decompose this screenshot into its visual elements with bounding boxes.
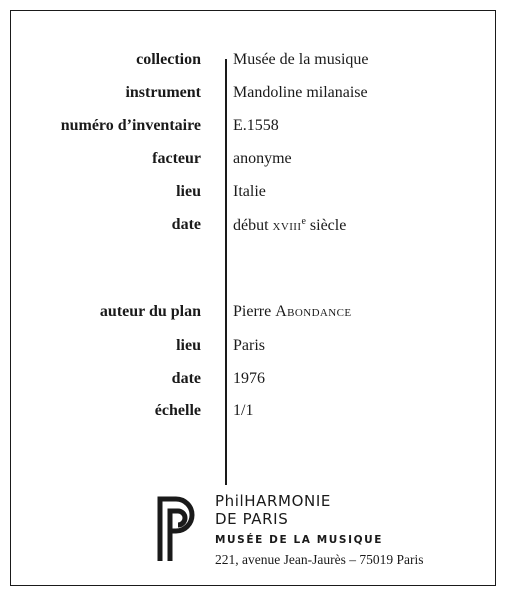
value-date: [233, 216, 346, 235]
label-instrument: instrument: [125, 84, 201, 101]
row-plan-date: [11, 370, 497, 392]
value-inventory-number: E.1558: [233, 117, 279, 134]
value-place: Italie: [233, 183, 266, 200]
label-inventory-number: numéro d’inventaire: [60, 117, 201, 134]
plan-author-first: Pierre: [233, 303, 276, 320]
value-collection: Musée de la musique: [233, 51, 369, 68]
value-instrument: Mandoline milanaise: [233, 84, 368, 101]
label-plan-author: auteur du plan: [99, 303, 201, 320]
value-plan-date: 1976: [233, 370, 265, 387]
brand-name-line-2: DE PARIS: [215, 510, 289, 528]
row-plan-place: [11, 337, 497, 359]
row-plan-scale: [11, 402, 497, 424]
plan-author-last: Abondance: [275, 303, 352, 320]
row-instrument: [11, 84, 497, 106]
label-date: date: [171, 216, 201, 233]
label-place: lieu: [176, 183, 201, 200]
address: 221, avenue Jean-Jaurès – 75019 Paris: [215, 552, 424, 567]
date-century: xviii: [272, 217, 302, 234]
brand-name-line-1: PhilHARMONIE: [215, 492, 331, 510]
date-century-suffix: e: [301, 216, 306, 227]
row-inventory-number: [11, 117, 497, 139]
label-plan-date: date: [171, 370, 201, 387]
value-plan-author: [233, 303, 351, 321]
philharmonie-logo-icon: [154, 493, 204, 563]
label-plan-place: lieu: [176, 337, 201, 354]
value-plan-scale: 1/1: [233, 402, 254, 419]
label-collection: collection: [136, 51, 201, 68]
row-date: [11, 216, 497, 238]
row-maker: [11, 150, 497, 172]
row-plan-author: [11, 303, 497, 325]
date-prefix: début: [233, 217, 273, 234]
row-collection: [11, 51, 497, 73]
label-card-frame: [10, 10, 496, 586]
date-suffix: siècle: [305, 217, 347, 234]
brand-subtitle: MUSÉE DE LA MUSIQUE: [215, 534, 384, 546]
label-maker: facteur: [152, 150, 201, 167]
value-plan-place: Paris: [233, 337, 265, 354]
value-maker: anonyme: [233, 150, 292, 167]
row-place: [11, 183, 497, 205]
label-plan-scale: échelle: [154, 402, 201, 419]
